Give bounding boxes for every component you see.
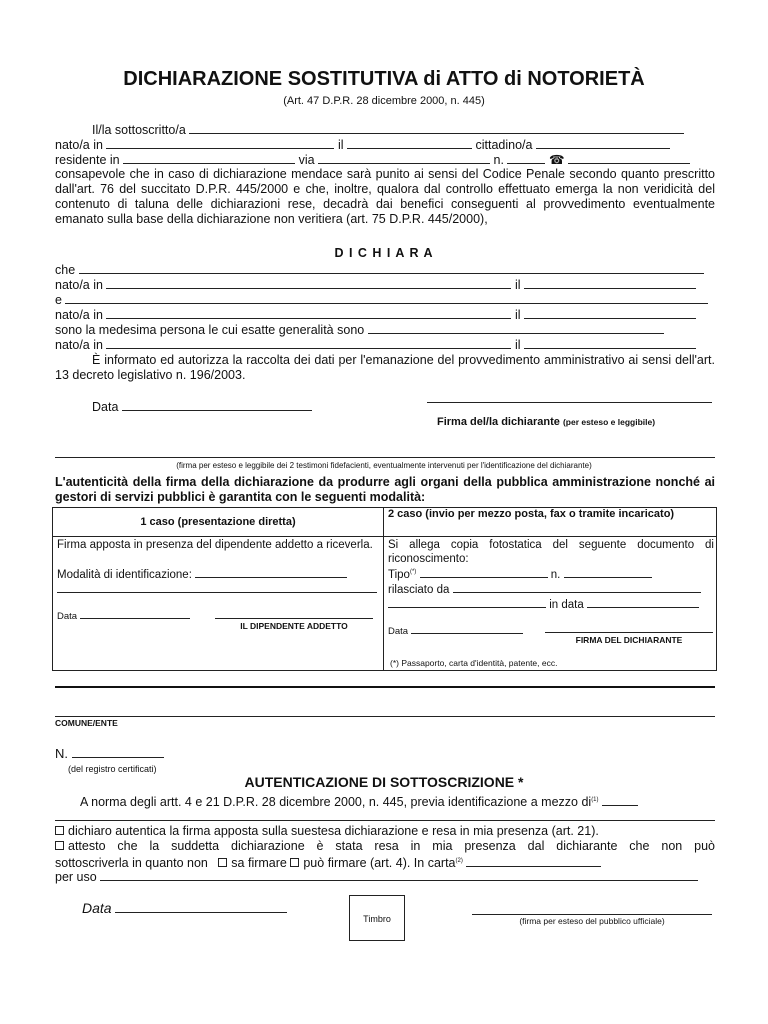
nato2-label: nato/a in — [55, 278, 103, 292]
il2-field[interactable] — [524, 277, 696, 289]
e-label: e — [55, 293, 62, 307]
caso2-note: (*) Passaporto, carta d'identità, patente, ecc. — [390, 658, 558, 668]
puo-firmare-checkbox[interactable] — [290, 858, 299, 867]
nato4-label: nato/a in — [55, 338, 103, 352]
telefono-field[interactable] — [568, 152, 690, 164]
in-data-line — [388, 596, 699, 611]
dichiaro-checkbox[interactable] — [55, 826, 64, 835]
dichiara-heading: D I C H I A R A — [334, 246, 434, 260]
modalita-field-2[interactable] — [57, 592, 377, 593]
ufficiale-signature-line[interactable] — [472, 914, 712, 915]
rilasciato-field[interactable] — [453, 581, 701, 593]
opt2b-text: sottoscriverla in quanto non — [55, 856, 208, 871]
firma-dichiarante-line[interactable] — [427, 402, 712, 403]
identificazione-field[interactable] — [602, 794, 638, 806]
il4-field[interactable] — [524, 337, 696, 349]
tipo-n-label: n. — [550, 569, 561, 581]
rilasciato-label: rilasciato da — [388, 584, 450, 596]
caso1-text: Firma apposta in presenza del dipendente addetto a riceverla. — [57, 539, 373, 551]
firma-dichiarante-box-caption: FIRMA DEL DICHIARANTE — [575, 635, 683, 645]
informato-paragraph: È informato ed autorizza la raccolta dei dati per l'emanazione del provvedimento amministrativo ai sensi dell'art. 13 decreto legislativo n. 196/2003. — [55, 353, 715, 382]
persona-label: sono la medesima persona le cui esatte generalità sono — [55, 323, 365, 337]
section-separator — [55, 686, 715, 688]
persona-line — [55, 322, 664, 338]
carta-field[interactable] — [466, 855, 601, 867]
uso-label: per uso — [55, 870, 97, 884]
attesto-checkbox[interactable] — [55, 841, 64, 850]
il-field[interactable] — [347, 137, 472, 149]
il-label: il — [337, 138, 344, 152]
nato3-field[interactable] — [106, 307, 511, 319]
il4-label: il — [514, 338, 521, 352]
che-label: che — [55, 263, 76, 277]
firma-dichiarante-caption — [437, 416, 655, 428]
il3-label: il — [514, 308, 521, 322]
data-line — [92, 399, 312, 415]
nato4-line — [55, 337, 696, 353]
page-title: DICHIARAZIONE SOSTITUTIVA di ATTO di NOTORIETÀ — [123, 68, 645, 90]
opt2-text: attesto che la suddetta dichiarazione è stata resa in mia presenza dal dichiarante che non può — [68, 839, 715, 853]
nato3-label: nato/a in — [55, 308, 103, 322]
addetto-caption: IL DIPENDENTE ADDETTO — [240, 621, 348, 631]
telephone-icon: ☎ — [548, 153, 565, 167]
uso-field[interactable] — [100, 869, 698, 881]
numero-field[interactable] — [72, 746, 164, 758]
aut-data-field[interactable] — [115, 900, 287, 913]
opt1-line — [55, 824, 599, 839]
addetto-signature-line[interactable] — [215, 618, 373, 619]
nato-label: nato/a in — [55, 138, 103, 152]
norma-label: A norma degli artt. 4 e 21 D.P.R. 28 dicembre 2000, n. 445, previa identificazione a mezzo di — [80, 795, 592, 810]
norma-line — [80, 793, 638, 810]
nato2-line — [55, 277, 696, 293]
n-field[interactable] — [507, 152, 545, 164]
via-field[interactable] — [318, 152, 490, 164]
firma-note: (per esteso e leggibile) — [562, 417, 656, 427]
testimoni-caption: (firma per esteso e leggibile dei 2 testimoni fidefacienti, eventualmente intervenuti per l'identificazione del dichiarante) — [176, 461, 592, 470]
opt2-line — [55, 839, 715, 854]
caso1-data-line — [57, 609, 190, 622]
sottoscritto-label: Il/la sottoscritto/a — [92, 123, 186, 137]
sa-firmare-checkbox[interactable] — [218, 858, 227, 867]
caso2-data-label: Data — [388, 626, 409, 637]
il3-field[interactable] — [524, 307, 696, 319]
aut-data-line — [82, 900, 287, 916]
ufficiale-caption: (firma per esteso del pubblico ufficiale) — [519, 916, 665, 926]
opt1-text: dichiaro autentica la firma apposta sulla suestesa dichiarazione e resa in mia presenza (art. 21). — [68, 824, 599, 838]
timbro-box — [349, 895, 405, 941]
aut-data-label: Data — [82, 900, 112, 916]
tipo-line — [388, 566, 652, 581]
comune-field[interactable] — [55, 716, 715, 717]
tipo-n-field[interactable] — [564, 566, 652, 578]
page-subtitle: (Art. 47 D.P.R. 28 dicembre 2000, n. 445) — [283, 95, 485, 107]
timbro-label: Timbro — [363, 914, 391, 924]
residente-field[interactable] — [123, 152, 295, 164]
nato-field[interactable] — [106, 137, 334, 149]
modalita-field[interactable] — [195, 566, 347, 578]
identificazione-field-2[interactable] — [55, 820, 715, 821]
intro-paragraph: consapevole che in caso di dichiarazione mendace sarà punito ai sensi del Codice Penale secondo quanto prescritto dall'art. 76 del succitato D.P.R. 445/2000 e che, inoltre, qualora dal controllo effettuato emerga la non veridicità del contenuto di taluna delle dichiarazioni rese, decadrà dai benefici conseguenti al provvedimento eventualmente emanato sulla base della dichiarazione non veritiera (art. 75 D.P.R. 445/2000), — [55, 167, 715, 226]
cittadino-label: cittadino/a — [475, 138, 533, 152]
caso2-data-field[interactable] — [411, 624, 523, 634]
persona-field[interactable] — [368, 322, 664, 334]
caso2-data-line — [388, 624, 523, 637]
norma-sup: (1) — [591, 797, 599, 803]
uso-line — [55, 869, 698, 885]
caso1-modalita-line — [57, 566, 347, 581]
rilasciato-line — [388, 581, 701, 596]
residente-line — [55, 152, 690, 168]
autenticita-paragraph: L'autenticità della firma della dichiarazione da produrre agli organi della pubblica amministrazione nonché ai gestori di servizi pubblici è garantita con le seguenti modalità: — [55, 475, 715, 504]
rilasciato-field-2[interactable] — [388, 596, 546, 608]
comune-label: COMUNE/ENTE — [55, 718, 118, 728]
nato3-line — [55, 307, 696, 323]
testimoni-line[interactable] — [55, 457, 715, 458]
nato4-field[interactable] — [106, 337, 511, 349]
carta-sup: (2) — [455, 858, 463, 864]
nato2-field[interactable] — [106, 277, 511, 289]
sa-label: sa firmare — [231, 856, 287, 871]
tipo-field[interactable] — [420, 566, 548, 578]
numero-line — [55, 746, 164, 761]
residente-label: residente in — [55, 153, 120, 167]
in-data-field[interactable] — [587, 596, 699, 608]
e-line — [55, 292, 708, 308]
puo-label: può firmare (art. 4). In carta — [303, 856, 456, 871]
n-label: n. — [493, 153, 504, 167]
modalita-label: Modalità di identificazione: — [57, 569, 192, 581]
firma-label: Firma del/la dichiarante — [437, 416, 560, 428]
sottoscritto-field[interactable] — [189, 122, 684, 134]
in-data-label: in data — [549, 599, 584, 611]
caso2-header: 2 caso (invio per mezzo posta, fax o tramite incaricato) — [388, 508, 675, 520]
che-field[interactable] — [79, 262, 704, 274]
caso1-data-label: Data — [57, 611, 78, 622]
dichiarante-signature-line[interactable] — [545, 632, 713, 633]
che-line — [55, 262, 704, 278]
tipo-sup: (*) — [409, 569, 417, 576]
e-field[interactable] — [65, 292, 708, 304]
sottoscritto-line — [92, 122, 684, 138]
data-field[interactable] — [122, 399, 312, 411]
nato-line — [55, 137, 670, 153]
cittadino-field[interactable] — [536, 137, 670, 149]
caso1-header: 1 caso (presentazione diretta) — [140, 516, 296, 528]
data-label: Data — [92, 400, 119, 414]
registro-caption: (del registro certificati) — [68, 764, 157, 774]
caso1-data-field[interactable] — [80, 609, 190, 619]
caso2-text: Si allega copia fotostatica del seguente documento di riconoscimento: — [388, 539, 714, 565]
il2-label: il — [514, 278, 521, 292]
autenticazione-title: AUTENTICAZIONE DI SOTTOSCRIZIONE * — [244, 774, 524, 790]
via-label: via — [298, 153, 315, 167]
tipo-label: Tipo — [388, 569, 410, 581]
modalita-table — [52, 507, 717, 671]
numero-label: N. — [55, 746, 68, 761]
